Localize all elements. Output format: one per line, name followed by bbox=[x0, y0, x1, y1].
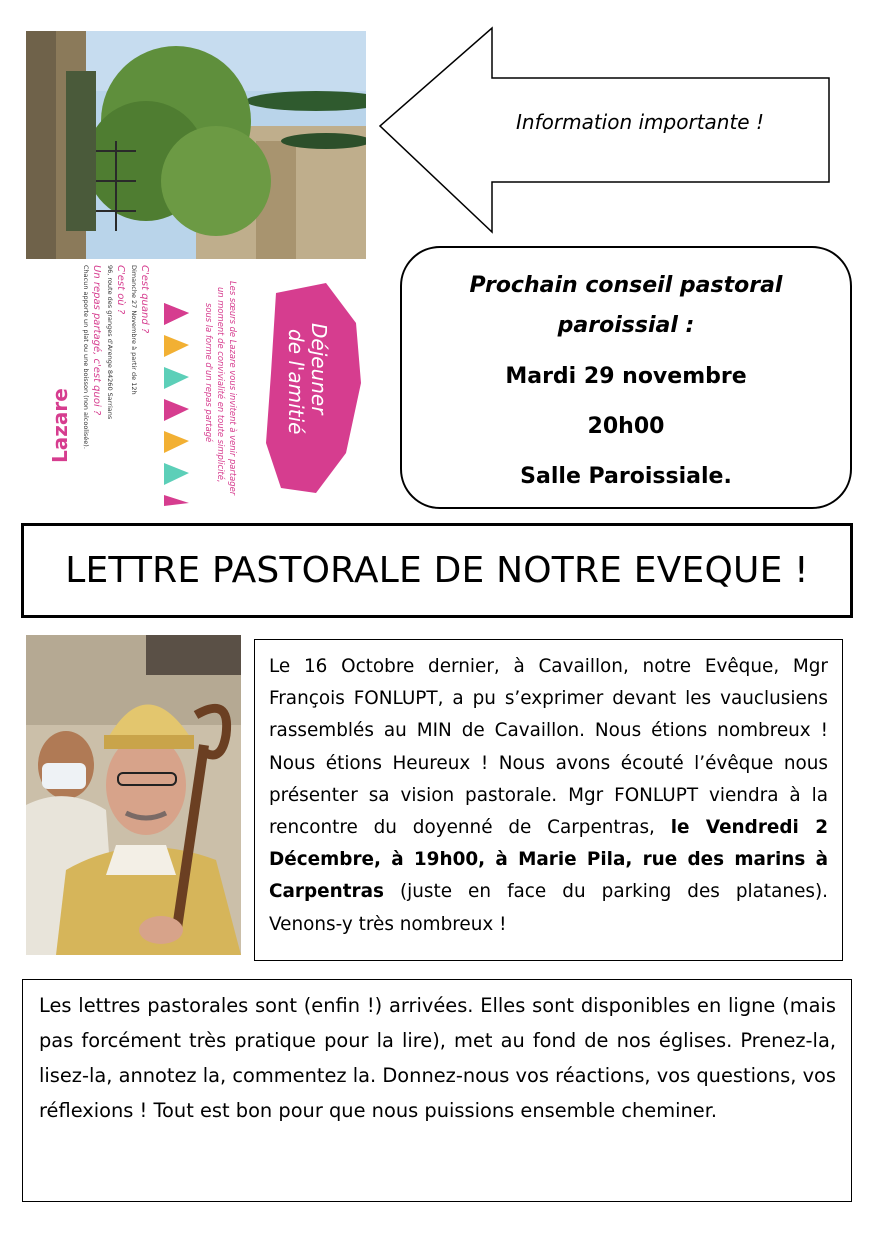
council-place: Salle Paroissiale. bbox=[520, 464, 732, 489]
poster-title-2: de l'amitié bbox=[284, 329, 308, 435]
poster-intro: Les sœurs de Lazare vous invitent à venir partager bbox=[228, 281, 238, 496]
council-time: 20h00 bbox=[587, 414, 665, 439]
article-text: Le 16 Octobre dernier, à Cavaillon, notre Evêque, Mgr François FONLUPT, a pu s’exprimer devant les vauclusiens rassemblés au MIN de Cavaillon. Nous étions nombreux ! Nous étions Heureux ! Nous avons écouté l’évêque nous présenter sa vision pastorale. Mgr FONLUPT viendra à la rencontre du doyenné de Carpentras, bbox=[269, 656, 828, 839]
council-box bbox=[400, 246, 852, 509]
arrow-callout-text: Information importante ! bbox=[516, 110, 764, 134]
article-text-end: (juste en face du parking des platanes). Venons-y très nombreux ! bbox=[269, 881, 828, 935]
poster-what-question: Un repas partagé, c'est quoi ? bbox=[91, 265, 102, 416]
letters-text: Les lettres pastorales sont (enfin !) arrivées. Elles sont disponibles en ligne (mais pas forcément très pratique pour la lire), met au fond de nos églises. Prenez-la, lisez-la, annotez la, commentez la. Donnez-nous vos réactions, vos questions, vos réflexions ! Tout est bon pour que nous puissions ensemble cheminer. bbox=[39, 994, 837, 1122]
bishop-photo bbox=[26, 635, 241, 955]
poster-where-answer: 96, route des granges d'Arenge 84260 Sarrians bbox=[106, 265, 114, 420]
poster-intro-2: un moment de convivialité en toute simplicité, bbox=[216, 287, 226, 483]
poster-where-question: C'est où ? bbox=[115, 265, 126, 315]
village-photo bbox=[26, 31, 366, 259]
poster-what-answer: Chacun apporte un plat ou une boisson (non alcoolisée). bbox=[82, 265, 90, 449]
article-event-details: le Vendredi 2 Décembre, à 19h00, à Marie Pila, rue des marins à Carpentras bbox=[269, 817, 828, 903]
poster-title-1: Déjeuner bbox=[307, 323, 331, 415]
poster-when-question: C'est quand ? bbox=[139, 265, 150, 334]
letters-box bbox=[22, 979, 852, 1202]
poster-intro-3: sous la forme d'un repas partagé bbox=[204, 303, 214, 443]
council-heading: Prochain conseil pastoral bbox=[469, 273, 783, 298]
council-date: Mardi 29 novembre bbox=[505, 364, 747, 389]
lunch-poster bbox=[26, 263, 366, 506]
page-title: LETTRE PASTORALE DE NOTRE EVEQUE ! bbox=[65, 550, 809, 591]
article-box bbox=[254, 639, 843, 961]
poster-when-answer: Dimanche 27 Novembre à partir de 12h bbox=[130, 265, 138, 395]
council-heading-2: paroissial : bbox=[557, 313, 695, 338]
poster-brand: Lazare bbox=[48, 388, 72, 463]
flyer-image bbox=[26, 31, 366, 506]
title-box bbox=[21, 523, 853, 618]
